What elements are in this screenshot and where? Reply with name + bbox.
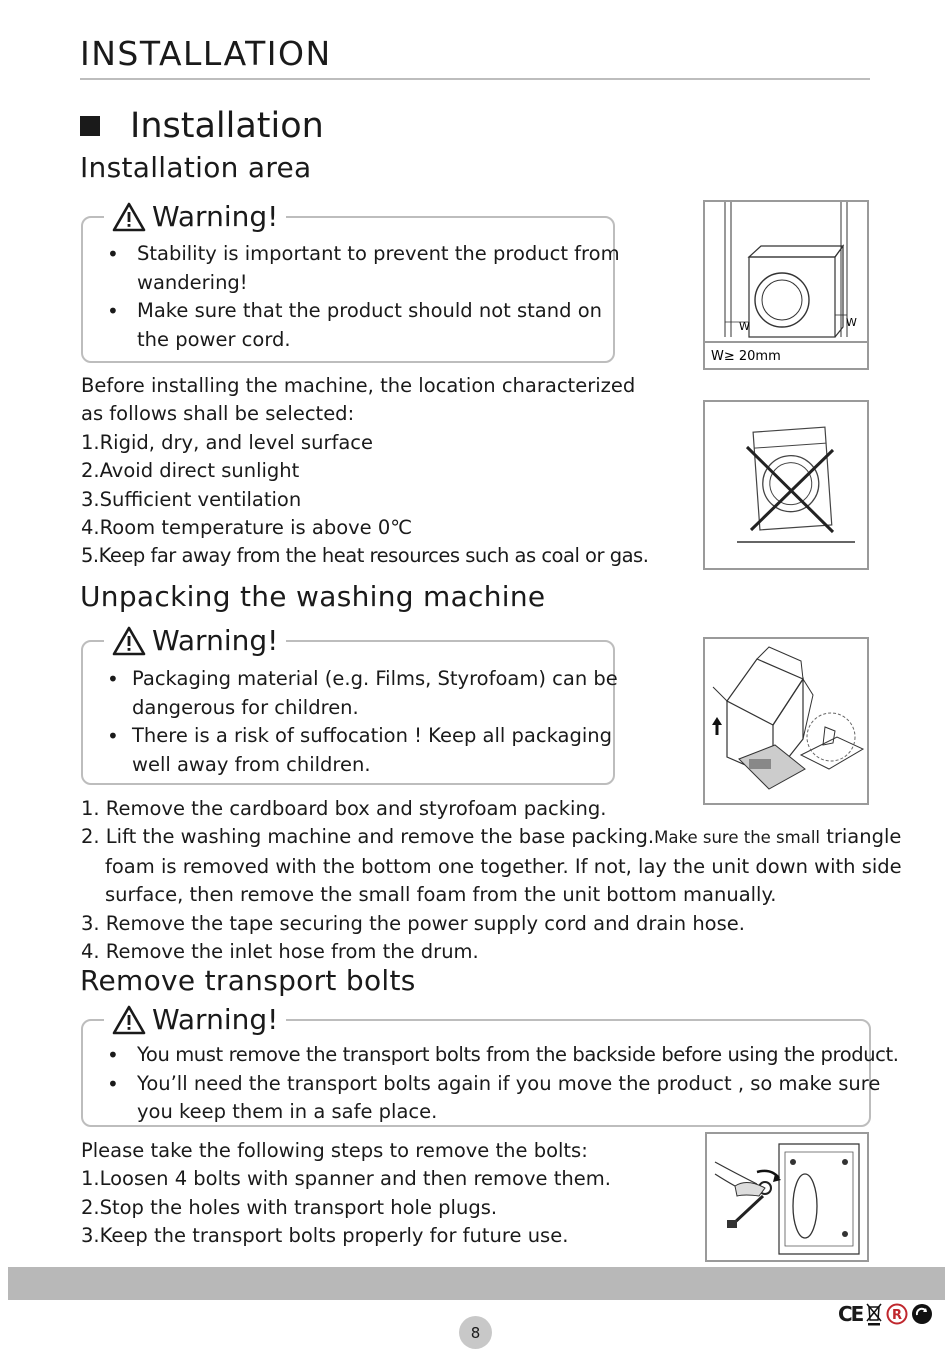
page-number: 8 — [459, 1316, 492, 1349]
warning-item: • Packaging material (e.g. Films, Styrofoam) can be dangerous for children. — [107, 665, 618, 722]
list-item: 2.Stop the holes with transport hole plugs. — [81, 1195, 498, 1219]
warning-triangle-icon — [112, 626, 146, 656]
installation-intro: Before installing the machine, the location characterized as follows shall be selected: 1.Rigid, dry, and level surface 2.Avoid direct sunlight 3.Sufficient ventilation 4.Room temperature is above 0℃ 5.Keep far away from the heat resources such as coal or gas. — [81, 372, 648, 571]
warning-item: • You must remove the transport bolts from the backside before using the product. — [107, 1041, 899, 1070]
warning-list-bolts — [107, 1041, 899, 1127]
list-item: 3. Remove the tape securing the power supply cord and drain hose. — [81, 911, 745, 935]
list-item: 3.Sufficient ventilation — [81, 487, 302, 511]
list-item: 4. Remove the inlet hose from the drum. — [81, 940, 479, 964]
svg-text:W: W — [846, 316, 857, 329]
list-item: 2.Avoid direct sunlight — [81, 459, 300, 483]
list-item: 4.Room temperature is above 0℃ — [81, 516, 413, 540]
figure-unpacking — [703, 637, 869, 805]
warning-item: • Make sure that the product should not stand on the power cord. — [107, 297, 620, 354]
warning-triangle-icon — [112, 202, 146, 232]
section-title-text: Installation — [130, 106, 324, 146]
ce-mark: CE — [838, 1302, 863, 1326]
box-removal-illustration — [705, 639, 867, 803]
recycle-icon — [911, 1303, 933, 1325]
crossed-washer-illustration — [705, 402, 867, 568]
washer-clearance-illustration — [705, 202, 867, 368]
bolts-heading: Remove transport bolts — [80, 964, 416, 997]
list-item-continued: foam is removed with the bottom one together. If not, lay the unit down with side — [105, 854, 902, 878]
list-item: 2. Lift the washing machine and remove the base packing.Make sure the small triangle — [81, 825, 902, 849]
list-intro: Please take the following steps to remove the bolts: — [81, 1139, 588, 1162]
figure-uneven-surface — [703, 400, 869, 570]
page-header-title: INSTALLATION — [80, 34, 332, 73]
warning-list-area — [107, 240, 620, 354]
list-item: 1.Loosen 4 bolts with spanner and then remove them. — [81, 1167, 611, 1191]
svg-text:R: R — [892, 1308, 903, 1323]
weee-bin-icon — [865, 1302, 883, 1326]
bolt-removal-illustration — [707, 1134, 867, 1260]
list-item-continued: surface, then remove the small foam from the unit bottom manually. — [105, 883, 777, 907]
unpacking-steps — [81, 795, 902, 966]
installation-area-heading: Installation area — [80, 151, 312, 184]
warning-heading-area — [104, 202, 286, 232]
registered-r-icon — [886, 1303, 908, 1325]
warning-item: • There is a risk of suffocation ! Keep all packaging well away from children. — [107, 722, 618, 779]
list-item: 5.Keep far away from the heat resources such as coal or gas. — [81, 544, 649, 568]
svg-text:W≥ 20mm: W≥ 20mm — [711, 349, 781, 364]
list-item: 3.Keep the transport bolts properly for future use. — [81, 1224, 569, 1248]
bolts-steps — [81, 1137, 611, 1251]
unpacking-heading: Unpacking the washing machine — [80, 580, 546, 613]
warning-label: Warning! — [152, 1003, 279, 1036]
warning-heading-unpacking — [104, 626, 286, 656]
section-title — [80, 106, 324, 146]
footer-bar — [8, 1267, 945, 1300]
warning-label: Warning! — [152, 624, 279, 657]
warning-item: • Stability is important to prevent the product from wandering! — [107, 240, 620, 297]
warning-heading-bolts — [104, 1005, 286, 1035]
warning-label: Warning! — [152, 200, 279, 233]
warning-list-unpacking — [107, 665, 618, 779]
warning-item: • You’ll need the transport bolts again if you move the product , so make sure you keep them in a safe place. — [107, 1070, 899, 1127]
figure-transport-bolts — [705, 1132, 869, 1262]
header-divider — [80, 78, 870, 80]
figure-clearance — [703, 200, 869, 370]
warning-triangle-icon — [112, 1005, 146, 1035]
svg-text:W: W — [739, 320, 750, 333]
list-item: 1.Rigid, dry, and level surface — [81, 430, 373, 454]
square-bullet-icon — [80, 116, 100, 136]
list-item: 1. Remove the cardboard box and styrofoam packing. — [81, 797, 607, 820]
certification-marks — [838, 1302, 933, 1326]
